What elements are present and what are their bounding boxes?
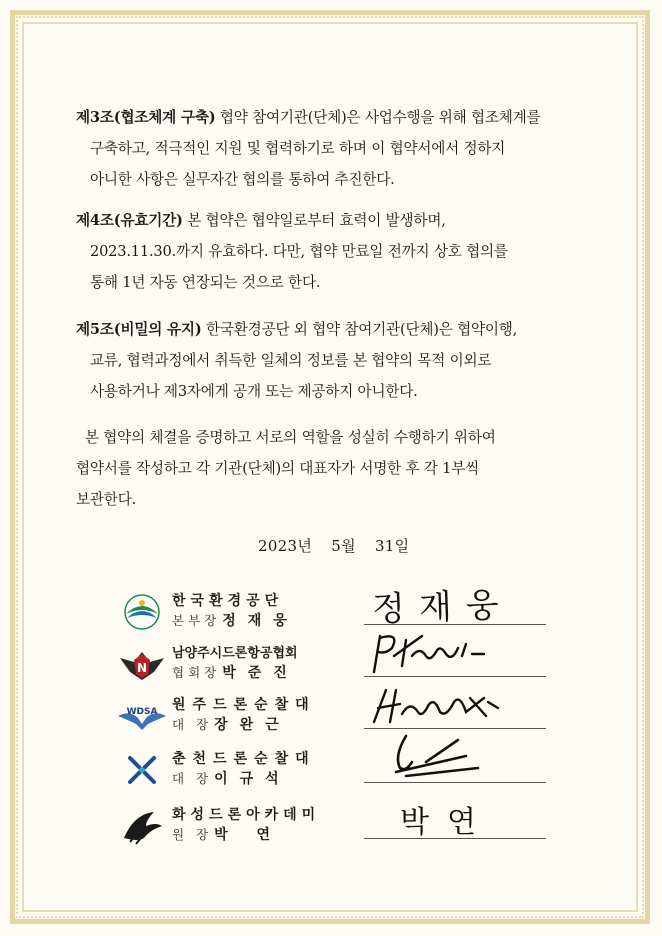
article-4-heading: 제4조(유효기간) <box>76 212 183 229</box>
article-5-line: 사용하거나 제3자에게 공개 또는 제공하지 아니한다. <box>90 383 418 400</box>
signatory-person <box>172 768 291 788</box>
signatory-person <box>172 662 299 682</box>
signatory-person <box>172 610 299 630</box>
signatory-name: 이규석 <box>214 771 291 787</box>
signatory-org: 화성드론아카데미 <box>172 807 321 823</box>
article-5 <box>76 314 588 407</box>
signature-line <box>364 624 546 625</box>
article-5-first-line <box>76 314 588 345</box>
article-4-line: 2023.11.30.까지 유효하다. 다만, 협약 만료일 전까지 상호 협의를 <box>90 243 508 260</box>
svg-text:N: N <box>136 661 148 675</box>
signature-line <box>364 676 546 677</box>
article-3 <box>76 102 588 195</box>
signature-line <box>364 728 546 729</box>
korea-environment-corp-logo <box>116 590 168 634</box>
signatory-org: 한국환경공단 <box>172 593 284 609</box>
signatory-person <box>172 714 291 734</box>
signatory-org: 남양주시드론항공협회 <box>172 646 298 661</box>
article-4-first-line <box>76 205 588 236</box>
signatory-name: 정재웅 <box>222 613 299 629</box>
date-day: 31일 <box>374 537 410 555</box>
article-3-line: 아니한 사항은 실무자간 협의를 통하여 추진한다. <box>90 171 395 188</box>
wonju-drone-patrol-logo <box>116 694 168 738</box>
signatory-role: 협회장 <box>172 665 221 680</box>
agreement-date <box>258 535 423 556</box>
signature-line <box>364 838 546 839</box>
signatory-name: 박준진 <box>222 665 299 681</box>
article-3-line: 구축하고, 적극적인 지원 및 협력하기로 하며 이 협약서에서 정하지 <box>90 140 506 157</box>
signatory-role: 본부장 <box>172 613 221 628</box>
signatory-role: 원 장 <box>172 827 213 842</box>
closing-line: 보관한다. <box>76 491 137 508</box>
hwaseong-drone-academy-logo <box>116 804 168 848</box>
closing-line: 본 협약의 체결을 증명하고 서로의 역할을 성실히 수행하기 위하여 <box>76 429 496 446</box>
handwritten-signature <box>366 788 546 844</box>
chuncheon-drone-patrol-logo <box>116 748 168 792</box>
signatory-role: 대 장 <box>172 771 213 786</box>
signatory-org: 춘천드론순찰대 <box>172 751 316 767</box>
article-4-text: 본 협약은 협약일로부터 효력이 발생하며, <box>182 212 446 229</box>
article-3-first-line <box>76 102 588 133</box>
handwritten-signature <box>366 678 546 734</box>
closing-line: 협약서를 작성하고 각 기관(단체)의 대표자가 서명한 후 각 1부씩 <box>76 460 480 477</box>
logo-text: WDSA <box>126 707 158 717</box>
article-4 <box>76 205 588 298</box>
namyangju-drone-association-logo <box>116 642 168 686</box>
signatory-person <box>172 824 282 844</box>
signature-line <box>364 782 546 783</box>
svg-text:박연: 박연 <box>400 805 494 840</box>
signatory-name: 박 연 <box>214 827 283 843</box>
signatory-role: 대 장 <box>172 717 213 732</box>
signatory-row <box>116 746 576 794</box>
signatory-name: 장완근 <box>214 717 291 733</box>
svg-text:정재웅: 정재웅 <box>371 585 514 630</box>
closing-paragraph <box>76 422 588 515</box>
date-month: 5월 <box>331 537 356 555</box>
article-5-heading: 제5조(비밀의 유지) <box>76 321 202 338</box>
article-3-heading: 제3조(협조체계 구축) <box>76 109 216 126</box>
article-5-line: 교류, 협력과정에서 취득한 일체의 정보를 본 협약의 목적 이외로 <box>90 352 492 369</box>
signatory-org: 원주드론순찰대 <box>172 697 316 713</box>
article-5-text: 한국환경공단 외 협약 참여기관(단체)은 협약이행, <box>201 321 518 338</box>
signatory-row <box>116 802 576 850</box>
article-3-text: 협약 참여기관(단체)은 사업수행을 위해 협조체계를 <box>215 109 541 126</box>
handwritten-signature <box>366 732 546 788</box>
date-year: 2023년 <box>258 537 313 555</box>
article-4-line: 통해 1년 자동 연장되는 것으로 한다. <box>90 274 321 291</box>
handwritten-signature <box>366 574 546 630</box>
handwritten-signature <box>366 626 546 682</box>
